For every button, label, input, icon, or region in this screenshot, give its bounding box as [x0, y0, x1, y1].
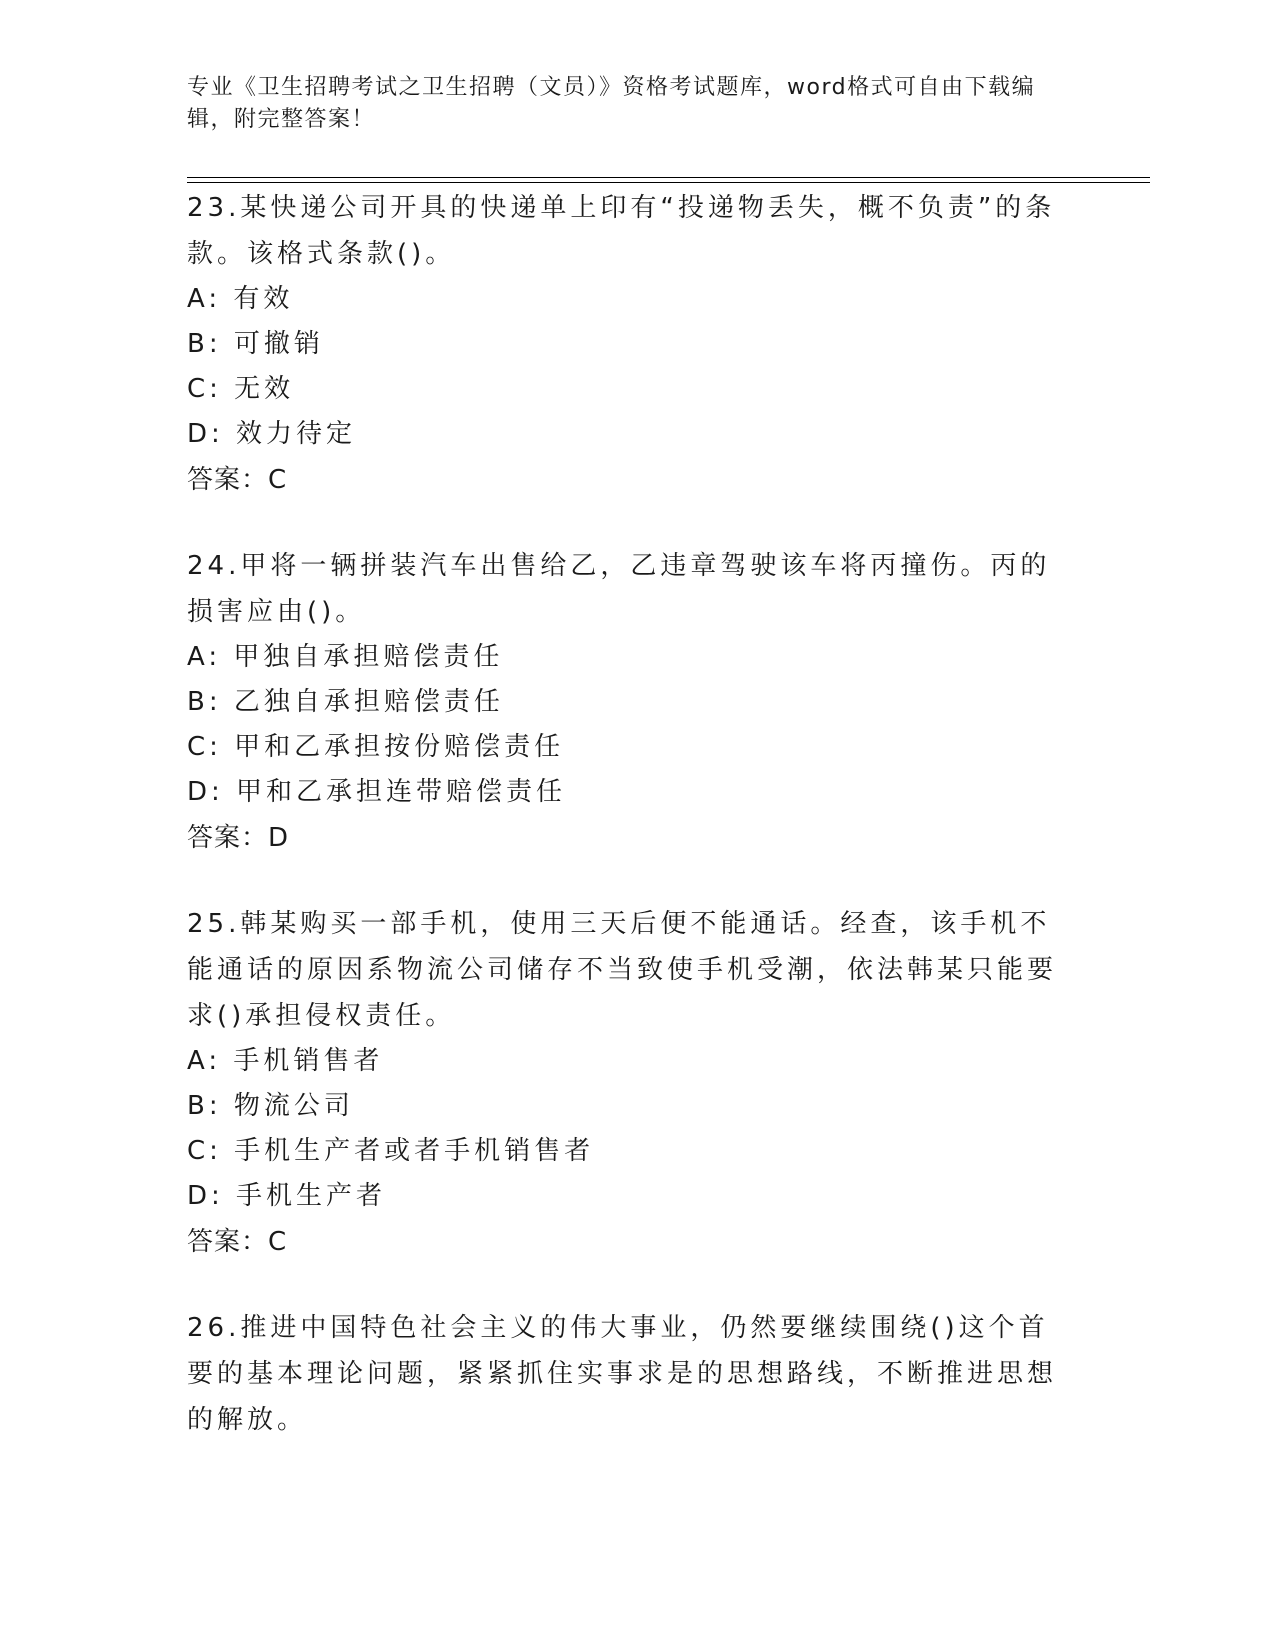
option-d: D: 手机生产者 — [187, 1181, 387, 1211]
option-a: A: 甲独自承担赔偿责任 — [187, 642, 504, 672]
option-d: D: 效力待定 — [187, 419, 357, 449]
option-a: A: 有效 — [187, 284, 294, 314]
option-a: A: 手机销售者 — [187, 1046, 384, 1076]
question-25 — [187, 901, 1067, 1265]
question-list — [187, 185, 1067, 1469]
option-c: C: 手机生产者或者手机销售者 — [187, 1136, 595, 1166]
question-24 — [187, 543, 1067, 861]
question-26 — [187, 1305, 1067, 1443]
option-b: B: 可撤销 — [187, 329, 324, 359]
header-text: 专业《卫生招聘考试之卫生招聘（文员）》资格考试题库，word格式可自由下载编辑，附完整答案！ — [187, 75, 1036, 132]
option-b: B: 乙独自承担赔偿责任 — [187, 687, 504, 717]
document-header — [187, 72, 1057, 136]
option-b: B: 物流公司 — [187, 1091, 354, 1121]
question-stem: 23.某快递公司开具的快递单上印有“投递物丢失，概不负责”的条款。该格式条款()。 — [187, 193, 1056, 269]
option-c: C: 甲和乙承担按份赔偿责任 — [187, 732, 565, 762]
question-stem: 26.推进中国特色社会主义的伟大事业，仍然要继续围绕()这个首要的基本理论问题，紧紧抓住实事求是的思想路线，不断推进思想的解放。 — [187, 1313, 1058, 1435]
option-d: D: 甲和乙承担连带赔偿责任 — [187, 777, 567, 807]
answer-line: 答案：D — [187, 823, 290, 853]
question-23 — [187, 185, 1067, 503]
answer-line: 答案：C — [187, 1227, 288, 1257]
answer-line: 答案：C — [187, 465, 288, 495]
question-stem: 24.甲将一辆拼装汽车出售给乙，乙违章驾驶该车将丙撞伤。丙的损害应由()。 — [187, 551, 1051, 627]
question-stem: 25.韩某购买一部手机，使用三天后便不能通话。经查，该手机不能通话的原因系物流公司储存不当致使手机受潮，依法韩某只能要求()承担侵权责任。 — [187, 909, 1058, 1031]
option-c: C: 无效 — [187, 374, 295, 404]
header-divider-top — [187, 177, 1150, 178]
header-divider-bottom — [187, 182, 1150, 183]
